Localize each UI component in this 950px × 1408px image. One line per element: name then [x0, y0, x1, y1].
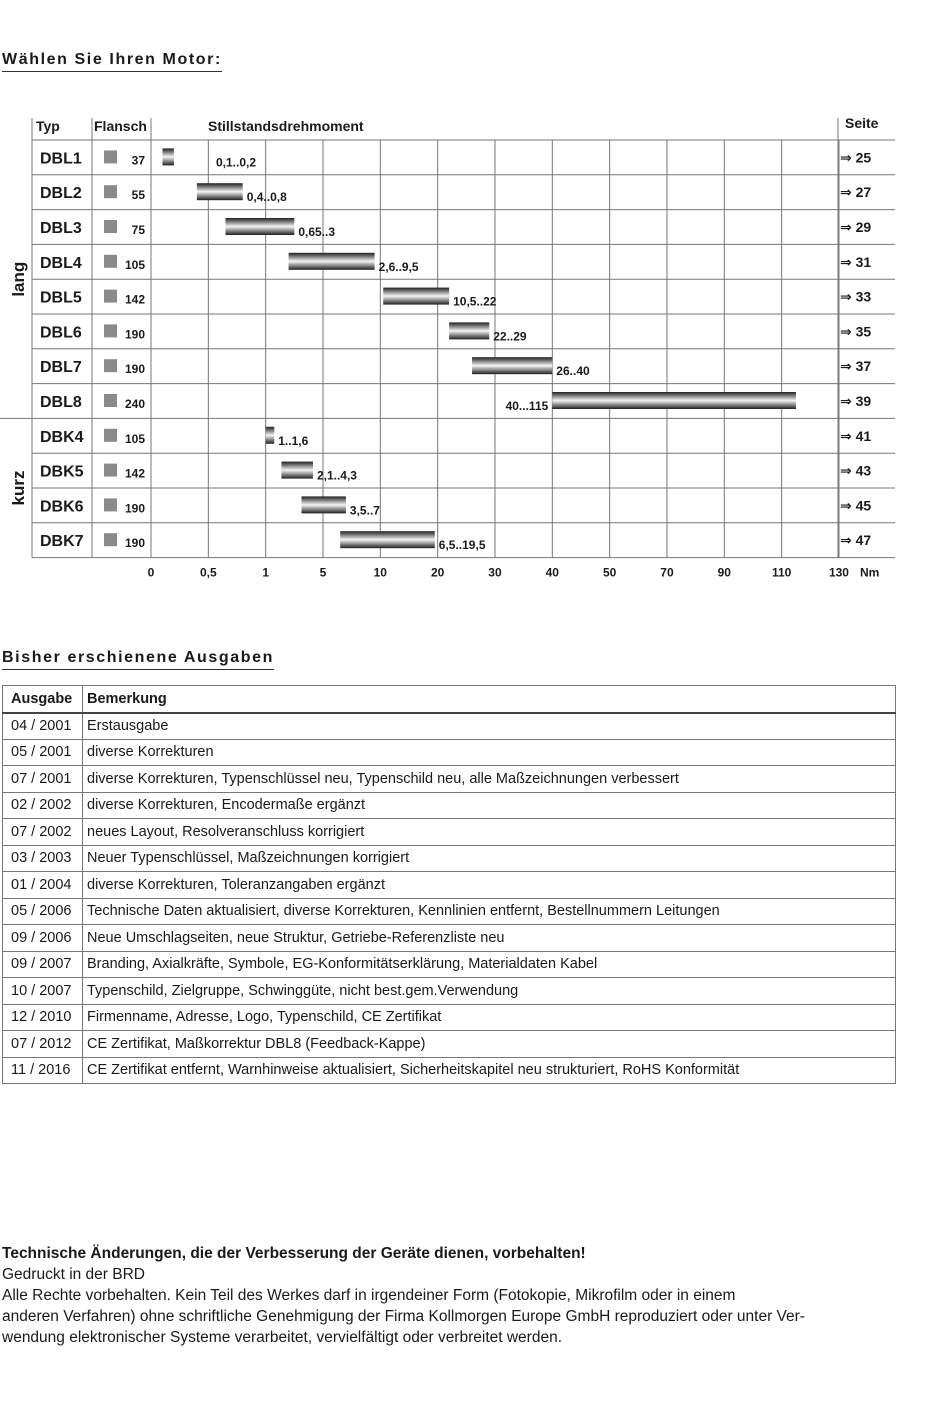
- header-flansch: Flansch: [94, 118, 147, 134]
- torque-range-label: 6,5..19,5: [438, 538, 486, 553]
- group-label: lang: [9, 261, 28, 297]
- table-row: [3, 978, 896, 1005]
- edition-date: 07 / 2002: [3, 819, 83, 846]
- torque-range-label: 10,5..22: [453, 294, 497, 309]
- motor-torque-chart: [0, 110, 950, 590]
- torque-bar: [383, 288, 449, 305]
- edition-remark: Typenschild, Zielgruppe, Schwinggüte, nicht best.gem.Verwendung: [83, 978, 896, 1005]
- edition-remark: CE Zertifikat entfernt, Warnhinweise aktualisiert, Sicherheitskapitel neu strukturiert, RoHS Konformität: [83, 1057, 896, 1084]
- edition-date: 07 / 2001: [3, 766, 83, 793]
- x-tick-label: 40: [545, 565, 559, 580]
- rights-line: Alle Rechte vorbehalten. Kein Teil des Werkes darf in irgendeiner Form (Fotokopie, Mikrofilm oder in einem: [2, 1287, 736, 1304]
- table-row: [3, 1057, 896, 1084]
- flange-size: 105: [124, 257, 145, 272]
- page-reference: ⇒ 25: [840, 149, 872, 166]
- torque-bar: [449, 322, 489, 339]
- table-row: [3, 925, 896, 952]
- motor-type: DBL5: [40, 289, 82, 307]
- torque-range-label: 1..1,6: [278, 433, 309, 448]
- torque-bar: [472, 357, 552, 374]
- edition-date: 09 / 2006: [3, 925, 83, 952]
- table-row: [3, 872, 896, 899]
- header-seite: Seite: [845, 115, 879, 131]
- legal-footer: [2, 1243, 902, 1348]
- flange-square-icon: [104, 290, 117, 303]
- edition-date: 03 / 2003: [3, 845, 83, 872]
- flange-square-icon: [104, 324, 117, 337]
- flange-size: 142: [124, 466, 145, 481]
- flange-size: 105: [124, 431, 145, 446]
- flange-square-icon: [104, 464, 117, 477]
- table-row: [3, 1004, 896, 1031]
- flange-size: 240: [124, 397, 145, 411]
- edition-date: 05 / 2006: [3, 898, 83, 925]
- torque-range-label: 2,1..4,3: [316, 468, 357, 483]
- edition-date: 10 / 2007: [3, 978, 83, 1005]
- flange-size: 37: [131, 153, 145, 168]
- motor-type: DBK5: [40, 463, 84, 481]
- page-reference: ⇒ 39: [840, 393, 872, 409]
- motor-type: DBL6: [40, 324, 82, 342]
- flange-size: 190: [124, 501, 145, 516]
- motor-type: DBL8: [40, 394, 82, 411]
- torque-range-label: 0,65..3: [298, 225, 336, 239]
- torque-range-label: 3,5..7: [349, 503, 380, 518]
- flange-square-icon: [104, 185, 117, 198]
- torque-bar: [289, 253, 375, 270]
- table-row: [3, 1031, 896, 1058]
- edition-date: 01 / 2004: [3, 872, 83, 899]
- torque-bar: [226, 218, 295, 235]
- edition-remark: CE Zertifikat, Maßkorrektur DBL8 (Feedback-Kappe): [83, 1031, 896, 1058]
- x-tick-label: 90: [717, 565, 731, 580]
- group-label: kurz: [9, 470, 28, 506]
- edition-remark: Erstausgabe: [83, 713, 896, 740]
- torque-range-label: 40...115: [505, 399, 549, 413]
- flange-size: 190: [124, 536, 145, 551]
- page-reference: ⇒ 43: [840, 462, 872, 479]
- torque-bar: [301, 496, 345, 513]
- table-row: [3, 713, 896, 740]
- edition-remark: neues Layout, Resolveranschluss korrigiert: [83, 819, 896, 846]
- motor-type: DBL1: [40, 150, 82, 168]
- table-row: [3, 951, 896, 978]
- flange-square-icon: [104, 220, 117, 233]
- torque-range-label: 22..29: [493, 329, 527, 344]
- motor-type: DBK6: [40, 498, 84, 516]
- table-row: [3, 819, 896, 846]
- flange-square-icon: [104, 394, 117, 407]
- edition-remark: diverse Korrekturen, Toleranzangaben ergänzt: [83, 872, 896, 899]
- page-reference: ⇒ 35: [840, 323, 872, 340]
- column-header-ausgabe: Ausgabe: [3, 686, 83, 713]
- motor-type: DBL4: [40, 254, 82, 272]
- x-tick-label: 50: [602, 565, 617, 580]
- page-reference: ⇒ 27: [840, 184, 872, 201]
- rights-line: anderen Verfahren) ohne schriftliche Genehmigung der Firma Kollmorgen Europe GmbH reproduziert oder unter Ver-: [2, 1308, 805, 1325]
- edition-date: 02 / 2002: [3, 792, 83, 819]
- editions-table: [2, 685, 896, 1084]
- torque-bar: [340, 531, 435, 548]
- edition-date: 05 / 2001: [3, 739, 83, 766]
- torque-bar: [162, 148, 173, 165]
- edition-date: 12 / 2010: [3, 1004, 83, 1031]
- torque-bar: [266, 427, 275, 444]
- flange-size: 55: [131, 188, 145, 203]
- table-row: [3, 845, 896, 872]
- x-tick-label: 20: [430, 565, 445, 580]
- editions-header-row: [3, 686, 896, 713]
- page-reference: ⇒ 33: [840, 288, 872, 305]
- x-tick-label: 130: [828, 565, 849, 580]
- motor-type: DBK7: [40, 533, 84, 551]
- x-tick-label: 10: [373, 565, 387, 580]
- page-reference: ⇒ 47: [840, 532, 872, 549]
- flange-square-icon: [104, 255, 117, 268]
- rights-line: wendung elektronischer Systeme verarbeitet, vervielfältigt oder verbreitet werden.: [2, 1329, 562, 1346]
- torque-range-label: 0,4..0,8: [246, 190, 287, 205]
- x-unit-label: Nm: [860, 565, 880, 580]
- x-tick-label: 110: [771, 565, 792, 580]
- flange-size: 75: [131, 223, 145, 237]
- page-reference: ⇒ 37: [840, 358, 872, 375]
- motor-type: DBL3: [40, 220, 82, 237]
- x-tick-label: 0: [147, 565, 155, 580]
- header-torque: Stillstandsdrehmoment: [208, 118, 364, 134]
- flange-size: 190: [124, 327, 145, 342]
- page-reference: ⇒ 31: [840, 253, 872, 270]
- flange-square-icon: [104, 533, 117, 546]
- motor-selection-heading: Wählen Sie Ihren Motor:: [2, 51, 222, 72]
- column-header-bemerkung: Bemerkung: [83, 686, 896, 713]
- header-typ: Typ: [36, 118, 60, 134]
- edition-remark: diverse Korrekturen, Typenschlüssel neu, Typenschild neu, alle Maßzeichnungen verbessert: [83, 766, 896, 793]
- torque-range-label: 0,1..0,2: [216, 155, 257, 170]
- chart-labels: [9, 115, 879, 580]
- motor-type: DBL7: [40, 359, 82, 377]
- flange-size: 190: [124, 362, 145, 377]
- flange-size: 142: [124, 292, 145, 307]
- edition-remark: diverse Korrekturen: [83, 739, 896, 766]
- edition-remark: Technische Daten aktualisiert, diverse Korrekturen, Kennlinien entfernt, Bestellnummern Leitungen: [83, 898, 896, 925]
- flange-square-icon: [104, 429, 117, 442]
- table-row: [3, 792, 896, 819]
- x-tick-label: 5: [319, 565, 327, 580]
- edition-date: 11 / 2016: [3, 1057, 83, 1084]
- torque-range-label: 2,6..9,5: [378, 259, 419, 274]
- technical-changes-notice: Technische Änderungen, die der Verbesserung der Geräte dienen, vorbehalten!: [2, 1245, 586, 1262]
- flange-square-icon: [104, 359, 117, 372]
- editions-heading: Bisher erschienene Ausgaben: [2, 649, 274, 670]
- printed-in-note: Gedruckt in der BRD: [2, 1266, 145, 1283]
- flange-square-icon: [104, 150, 117, 163]
- page-reference: ⇒ 29: [840, 219, 872, 235]
- page-reference: ⇒ 45: [840, 497, 872, 514]
- edition-date: 04 / 2001: [3, 713, 83, 740]
- edition-date: 07 / 2012: [3, 1031, 83, 1058]
- torque-bar: [552, 392, 796, 409]
- x-tick-label: 70: [660, 565, 674, 580]
- edition-remark: Firmenname, Adresse, Logo, Typenschild, CE Zertifikat: [83, 1004, 896, 1031]
- motor-type: DBL2: [40, 185, 82, 203]
- page-reference: ⇒ 41: [840, 427, 872, 444]
- edition-remark: diverse Korrekturen, Encodermaße ergänzt: [83, 792, 896, 819]
- table-row: [3, 739, 896, 766]
- table-row: [3, 898, 896, 925]
- motor-type: DBK4: [40, 428, 84, 446]
- torque-bar: [197, 183, 243, 200]
- torque-bar: [281, 462, 313, 479]
- x-tick-label: 0,5: [199, 565, 217, 580]
- edition-remark: Neuer Typenschlüssel, Maßzeichnungen korrigiert: [83, 845, 896, 872]
- edition-remark: Neue Umschlagseiten, neue Struktur, Getriebe-Referenzliste neu: [83, 925, 896, 952]
- table-row: [3, 766, 896, 793]
- edition-date: 09 / 2007: [3, 951, 83, 978]
- torque-range-label: 26..40: [556, 364, 590, 379]
- x-tick-label: 30: [488, 565, 502, 580]
- x-tick-label: 1: [262, 565, 270, 580]
- edition-remark: Branding, Axialkräfte, Symbole, EG-Konformitätserklärung, Materialdaten Kabel: [83, 951, 896, 978]
- flange-square-icon: [104, 498, 117, 511]
